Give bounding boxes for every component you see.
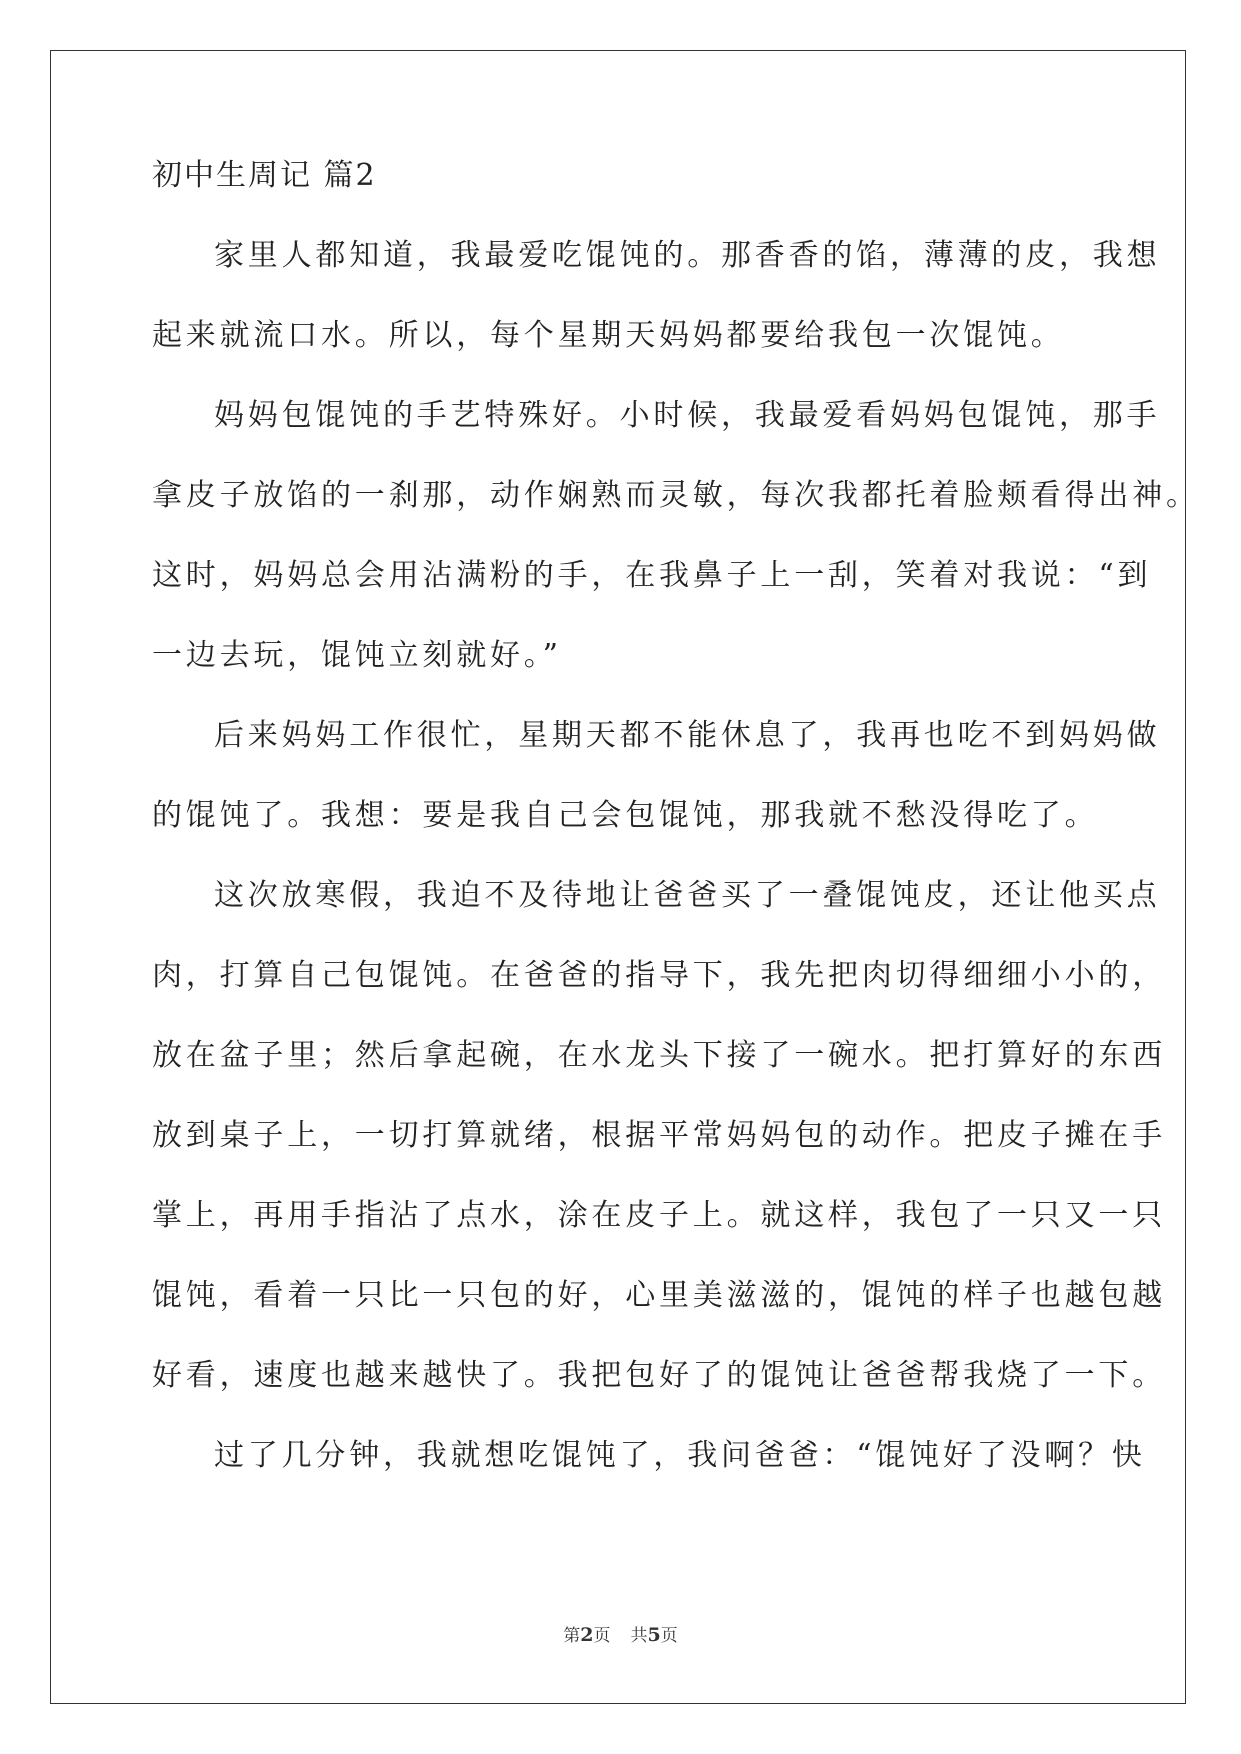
text-line: 家里人都知道，我最爱吃馄饨的。那香香的馅，薄薄的皮，我想 <box>214 238 1161 273</box>
total-prefix: 共 <box>630 1626 648 1646</box>
text-line: 好看，速度也越来越快了。我把包好了的馄饨让爸爸帮我烧了一下。 <box>152 1358 1166 1393</box>
page-current: 2 <box>580 1624 594 1646</box>
page-prefix: 第 <box>563 1626 581 1646</box>
text-line: 起来就流口水。所以，每个星期天妈妈都要给我包一次馄饨。 <box>152 318 1065 353</box>
text-line: 掌上，再用手指沾了点水，涂在皮子上。就这样，我包了一只又一只 <box>152 1198 1166 1233</box>
text-line: 拿皮子放馅的一刹那，动作娴熟而灵敏，每次我都托着脸颊看得出神。 <box>152 478 1200 513</box>
text-line: 放在盆子里；然后拿起碗，在水龙头下接了一碗水。把打算好的东西 <box>152 1038 1166 1073</box>
text-line: 肉，打算自己包馄饨。在爸爸的指导下，我先把肉切得细细小小的， <box>152 958 1166 993</box>
total-suffix: 页 <box>660 1626 678 1646</box>
document-body <box>152 158 1200 1520</box>
text-line: 放到桌子上，一切打算就绪，根据平常妈妈包的动作。把皮子摊在手 <box>152 1118 1166 1153</box>
page-suffix: 页 <box>593 1626 611 1646</box>
text-line: 后来妈妈工作很忙，星期天都不能休息了，我再也吃不到妈妈做 <box>214 718 1161 753</box>
text-line: 妈妈包馄饨的手艺特殊好。小时候，我最爱看妈妈包馄饨，那手 <box>214 398 1161 433</box>
page-footer <box>0 1621 1241 1646</box>
page-total: 5 <box>647 1624 661 1646</box>
text-line: 一边去玩，馄饨立刻就好。” <box>152 638 562 673</box>
text-line: 这时，妈妈总会用沾满粉的手，在我鼻子上一刮，笑着对我说：“到 <box>152 558 1152 593</box>
text-line: 这次放寒假，我迫不及待地让爸爸买了一叠馄饨皮，还让他买点 <box>214 878 1161 913</box>
text-line: 的馄饨了。我想：要是我自己会包馄饨，那我就不愁没得吃了。 <box>152 798 1099 833</box>
text-line: 馄饨，看着一只比一只包的好，心里美滋滋的，馄饨的样子也越包越 <box>152 1278 1166 1313</box>
document-title: 初中生周记 篇2 <box>152 158 377 193</box>
text-line: 过了几分钟，我就想吃馄饨了，我问爸爸：“馄饨好了没啊？快 <box>214 1438 1146 1473</box>
